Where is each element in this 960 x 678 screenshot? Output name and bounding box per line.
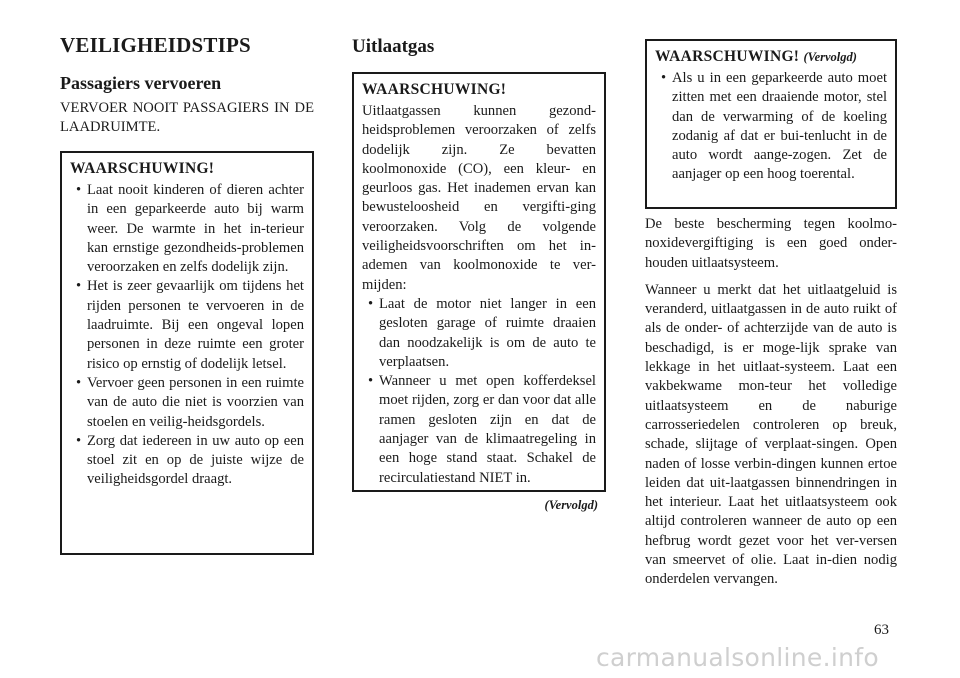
warning-title-line <box>655 47 887 67</box>
warning-title: WAARSCHUWING! <box>655 48 800 65</box>
bullet-dot-icon: • <box>76 182 82 198</box>
warning-title: WAARSCHUWING! <box>362 81 507 98</box>
warning-bullet: • Vervoer geen personen in een ruimte van de auto die niet is voorzien van stoelen en veilig-heidsgordels. <box>76 374 304 430</box>
body-text <box>645 215 897 598</box>
bullet-dot-icon: • <box>661 70 667 86</box>
section-title: VEILIGHEIDSTIPS <box>60 33 251 57</box>
warning-bullet: • Laat nooit kinderen of dieren achter in een geparkeerde auto bij warm weer. De warmte in het in-terieur kan ernstige gezondheids-problemen veroorzaken en zelfs dodelijk zijn. <box>76 182 304 276</box>
section-subtitle: Passagiers vervoeren <box>60 73 222 93</box>
caps-instruction: VERVOER NOOIT PASSAGIERS IN DE LAADRUIMTE. <box>60 100 314 136</box>
warning-bullet: • Laat de motor niet langer in een gesloten garage of ruimte draaien dan noodzakelijk is om de auto te verplaatsen. <box>368 295 596 370</box>
body-paragraph: Wanneer u merkt dat het uitlaatgeluid is veranderd, uitlaatgassen in de auto ruikt of als de onder- of achterzijde van de auto is beschadigd, is er moge-lijk sprake van lekkage in het uitlaat-systeem. Laat een vakbekwame mon-teur het volledige uitlaatsysteem en de naburige carrosseriedelen controleren op breuk, schade, slijtage of verplaat-singen. Open naden of losse verbin-dingen kunnen ertoe leiden dat uit-laatgassen binnendringen in het interieur. Laat het uitlaatsysteem ook altijd controleren wanneer de auto op een hefbrug wordt gezet voor het ver-versen van smeervet of olie. Laat in-dien nodig onderdelen vervangen. <box>645 281 897 588</box>
warning-title-continued: (Vervolgd) <box>803 50 857 64</box>
bullet-dot-icon: • <box>76 374 82 391</box>
warning-bullet: • Wanneer u met open kofferdeksel moet rijden, zorg er dan voor dat alle ramen gesloten zijn en dat de aanjager van de klimaatregeling in een hoge stand staat. Schakel de recirculatiestand NIET in. <box>368 373 596 486</box>
bullet-dot-icon: • <box>76 278 82 295</box>
warning-title: WAARSCHUWING! <box>70 160 215 177</box>
warning-bullet-list <box>655 69 887 185</box>
warning-intro: Uitlaatgassen kunnen gezond-heidsproblemen veroorzaken of zelfs dodelijk zijn. Ze bevatten koolmonoxide (CO), een kleur- en geurloos gas. Het inademen ervan kan bewusteloosheid en vergifti-ging veroorzaken. Volg de volgende veiligheidsvoorschriften om het in-ademen van koolmonoxide te ver-mijden: <box>362 103 596 293</box>
bullet-dot-icon: • <box>368 295 374 312</box>
warning-bullet: • Het is zeer gevaarlijk om tijdens het rijden personen te vervoeren in de laadruimte. Bij een ongeval lopen personen in deze ruimte een groter risico op ernstig of dodelijk letsel. <box>76 278 304 372</box>
warning-bullet: • Als u in een geparkeerde auto moet zitten met een draaiende motor, stel dan de verwarming of de koeling zodanig af dat er bui-tenlucht in de auto wordt aange-zogen. Zet de aanjager op een hoog toerental. <box>661 70 887 183</box>
body-paragraph: De beste bescherming tegen koolmo-noxidevergiftiging is een goed onder-houden uitlaatsysteem. <box>645 216 897 271</box>
bullet-dot-icon: • <box>368 373 374 390</box>
continued-note: (Vervolgd) <box>544 498 598 512</box>
warning-box-continued <box>645 39 897 209</box>
bullet-dot-icon: • <box>76 432 82 449</box>
warning-box-exhaust <box>352 72 606 492</box>
watermark: carmanualsonline.info <box>596 643 879 672</box>
page-number: 63 <box>874 622 889 638</box>
warning-box-passengers <box>60 151 314 555</box>
warning-bullet: • Zorg dat iedereen in uw auto op een stoel zit en op de juiste wijze de veiligheidsgordel draagt. <box>76 432 304 488</box>
warning-bullet-list <box>362 295 596 488</box>
warning-bullet-list <box>70 181 304 490</box>
section-subtitle: Uitlaatgas <box>352 36 435 57</box>
